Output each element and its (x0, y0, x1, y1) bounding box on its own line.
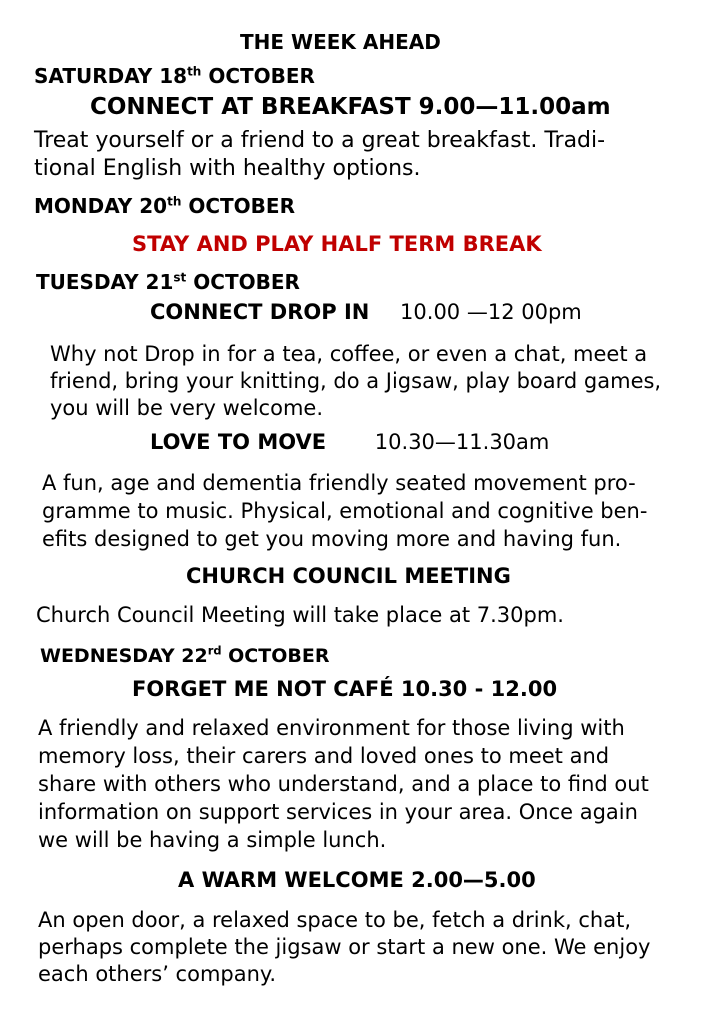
event-text-line: A fun, age and dementia friendly seated movement pro- (42, 471, 636, 495)
day-heading-wednesday (40, 645, 329, 667)
event-text-line: efits designed to get you moving more and having fun. (42, 527, 622, 551)
event-title-drop-in: CONNECT DROP IN (150, 300, 370, 324)
day-ordinal: th (167, 194, 182, 209)
event-text-line: Treat yourself or a friend to a great breakfast. Tradi- (34, 128, 606, 153)
event-text-line: share with others who understand, and a place to find out (38, 772, 649, 796)
day-heading-tuesday (36, 270, 300, 294)
event-text-line: Church Council Meeting will take place at 7.30pm. (36, 603, 564, 627)
event-title-forget-me-not: FORGET ME NOT CAFÉ 10.30 - 12.00 (132, 677, 558, 701)
event-text-line: A friendly and relaxed environment for those living with (38, 716, 625, 740)
event-title-stay-and-play: STAY AND PLAY HALF TERM BREAK (132, 232, 542, 256)
day-label: MONDAY 20 (34, 194, 168, 218)
page-title: THE WEEK AHEAD (240, 30, 441, 54)
day-ordinal: rd (207, 643, 222, 658)
event-time-drop-in: 10.00 —12 00pm (400, 300, 582, 324)
event-text-line: information on support services in your area. Once again (38, 800, 638, 824)
event-time-love-to-move: 10.30—11.30am (374, 430, 550, 454)
event-text-line: you will be very welcome. (50, 396, 323, 420)
day-month: OCTOBER (188, 194, 295, 218)
event-title-breakfast: CONNECT AT BREAKFAST 9.00—11.00am (90, 94, 611, 120)
event-title-church-council: CHURCH COUNCIL MEETING (186, 564, 511, 588)
day-ordinal: th (187, 64, 202, 79)
event-text-line: we will be having a simple lunch. (38, 828, 387, 852)
day-month: OCTOBER (228, 645, 330, 667)
event-text-line: memory loss, their carers and loved ones to meet and (38, 744, 610, 768)
day-heading-monday (34, 194, 295, 218)
day-heading-saturday (34, 64, 315, 88)
event-text-line: Why not Drop in for a tea, coffee, or even a chat, meet a (50, 342, 648, 366)
event-text-line: An open door, a relaxed space to be, fetch a drink, chat, (38, 908, 632, 932)
event-heading-love-to-move (150, 430, 549, 454)
event-text-line: tional English with healthy options. (34, 156, 421, 181)
event-title-love-to-move: LOVE TO MOVE (150, 430, 327, 454)
event-text-line: friend, bring your knitting, do a Jigsaw, play board games, (50, 369, 662, 393)
event-text-line: each others’ company. (38, 962, 277, 986)
day-ordinal: st (173, 270, 187, 285)
event-heading-drop-in (150, 300, 582, 324)
day-label: TUESDAY 21 (36, 270, 174, 294)
day-month: OCTOBER (193, 270, 300, 294)
day-label: SATURDAY 18 (34, 64, 188, 88)
day-month: OCTOBER (208, 64, 315, 88)
day-label: WEDNESDAY 22 (40, 645, 208, 667)
event-text-line: gramme to music. Physical, emotional and cognitive ben- (42, 499, 648, 523)
event-text-line: perhaps complete the jigsaw or start a new one. We enjoy (38, 935, 651, 959)
event-title-warm-welcome: A WARM WELCOME 2.00—5.00 (178, 868, 536, 892)
